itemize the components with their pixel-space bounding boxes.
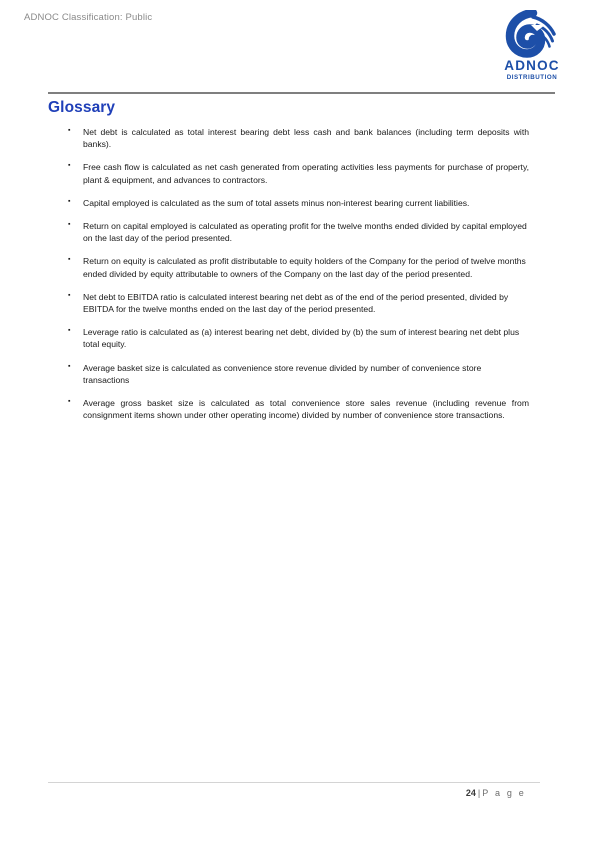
page-number: 24 xyxy=(465,788,476,798)
page-title: Glossary xyxy=(48,99,116,116)
bullet-icon: ▪ xyxy=(68,398,71,406)
bullet-icon: ▪ xyxy=(68,327,71,335)
adnoc-wordmark: ADNOC xyxy=(504,58,560,73)
bullet-icon: ▪ xyxy=(68,221,71,229)
glossary-item xyxy=(48,397,529,421)
glossary-item xyxy=(48,126,529,150)
glossary-item xyxy=(48,220,529,244)
glossary-item-text: Free cash flow is calculated as net cash generated from operating activities less payments for purchase of property, plant & equipment, and advances to contractors. xyxy=(83,162,529,185)
glossary-item xyxy=(48,291,529,315)
bullet-icon: ▪ xyxy=(68,162,71,170)
glossary-item xyxy=(48,255,529,279)
glossary-item xyxy=(48,197,529,209)
glossary-item-text: Net debt is calculated as total interest bearing debt less cash and bank balances (including term deposits with banks). xyxy=(83,127,529,150)
glossary-item-text: Return on equity is calculated as profit distributable to equity holders of the Company for the period of twelve months ended divided by equity attributable to owners of the Company on the last day of the period presented. xyxy=(83,256,526,279)
glossary-item xyxy=(48,326,529,350)
glossary-item-text: Return on capital employed is calculated as operating profit for the twelve months ended divided by capital employed on the last day of the period presented. xyxy=(83,221,527,244)
glossary-item-text: Leverage ratio is calculated as (a) interest bearing net debt, divided by (b) the sum of interest bearing net debt plus total equity. xyxy=(83,327,520,350)
page-content xyxy=(48,92,555,421)
footer-page-indicator xyxy=(48,788,540,798)
glossary-item-text: Net debt to EBITDA ratio is calculated interest bearing net debt as of the end of the period presented, divided by EBITDA for the twelve months ended on the last day of the period presented. xyxy=(83,291,509,315)
page-word-label: P a g e xyxy=(482,788,526,798)
glossary-list xyxy=(48,126,529,421)
bullet-icon: ▪ xyxy=(68,127,71,134)
bullet-icon: ▪ xyxy=(68,256,71,264)
adnoc-logo-subtitle: DISTRIBUTION xyxy=(506,74,558,82)
bullet-icon: ▪ xyxy=(68,291,71,299)
page-footer xyxy=(48,782,540,798)
page-separator: | xyxy=(477,788,481,798)
footer-divider xyxy=(48,782,540,783)
glossary-item-text: Average basket size is calculated as convenience store revenue divided by number of convenience store transactions xyxy=(83,362,482,385)
glossary-item xyxy=(48,161,529,185)
bullet-icon: ▪ xyxy=(68,197,71,205)
heading-divider xyxy=(48,92,555,94)
bullet-icon: ▪ xyxy=(68,362,71,370)
glossary-item xyxy=(48,362,529,386)
classification-label: ADNOC Classification: Public xyxy=(24,12,153,23)
adnoc-falcon-logo-icon xyxy=(502,10,562,58)
glossary-item-text: Capital employed is calculated as the sum of total assets minus non-interest bearing current liabilities. xyxy=(83,197,470,208)
glossary-item-text: Average gross basket size is calculated as total convenience store sales revenue (including revenue from consignment items shown under other operating income) divided by number of convenience store transactions. xyxy=(83,398,529,421)
adnoc-logo xyxy=(486,10,578,81)
